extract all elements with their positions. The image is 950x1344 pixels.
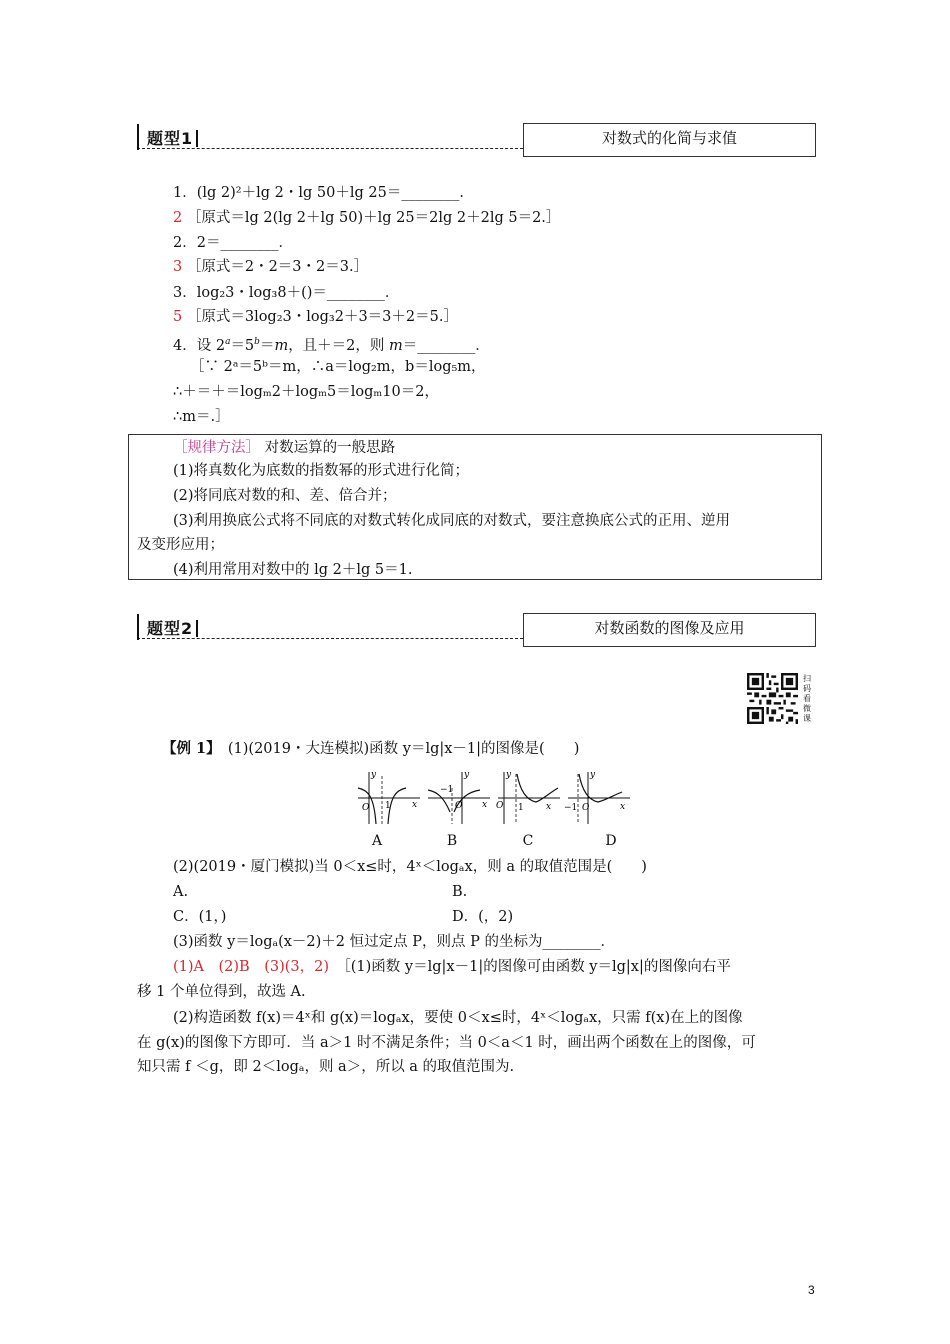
svg-text:O: O <box>362 803 370 813</box>
example-1-question-3: (3)函数 y＝logₐ(x－2)＋2 恒过定点 P，则点 P 的坐标为________． <box>173 934 615 950</box>
answer-value: 3 <box>173 259 183 275</box>
section-tag: 题型1 <box>147 126 198 149</box>
example-1-question-1: 【例 1】 (1)(2019・大连模拟)函数 y＝lg|x－1|的图像是( ) <box>162 740 580 757</box>
graph-label-b: B <box>446 833 458 849</box>
svg-text:x: x <box>412 800 418 810</box>
solution-text: ［原式＝3log₂3・log₃2＋3＝3＋2＝5.］ <box>182 309 458 325</box>
svg-text:O: O <box>582 803 590 813</box>
graph-label-c: C <box>522 833 534 849</box>
section-topic: 对数式的化简与求值 <box>523 123 816 157</box>
problem-3-answer <box>173 307 458 327</box>
svg-text:O: O <box>496 801 504 811</box>
svg-text:y: y <box>506 770 512 780</box>
graph-label-a: A <box>371 833 383 849</box>
section-header-1 <box>137 124 815 157</box>
section-tag: 题型2 <box>147 616 198 639</box>
solution-text: 知只需 f ＜g，即 2＜logₐ，则 a＞，所以 a 的取值范围为. <box>137 1059 515 1075</box>
answer-value: 5 <box>173 309 183 325</box>
section-header-2 <box>137 614 815 647</box>
rules-item: (4)利用常用对数中的 lg 2＋lg 5＝1. <box>173 562 413 578</box>
option-a: A. <box>173 884 189 900</box>
qr-code[interactable] <box>747 673 798 724</box>
problem-1-answer <box>173 208 560 228</box>
rules-item: (3)利用换底公式将不同底的对数式转化成同底的对数式，要注意换底公式的正用、逆用 <box>173 513 731 529</box>
svg-text:−1: −1 <box>564 803 578 813</box>
page-number: 3 <box>808 1283 815 1297</box>
svg-text:−1: −1 <box>440 785 454 795</box>
svg-text:x: x <box>482 800 488 810</box>
section-topic: 对数函数的图像及应用 <box>523 613 816 647</box>
solution-text: ［(1)函数 y＝lg|x－1|的图像可由函数 y＝lg|x|的图像向右平 <box>329 959 731 975</box>
answer-value: 2 <box>173 210 183 226</box>
svg-text:x: x <box>620 802 626 812</box>
example-1-answer <box>173 957 731 977</box>
option-d: D．(，2) <box>452 909 514 925</box>
solution-text: ［原式＝lg 2(lg 2＋lg 50)＋lg 25＝2lg 2＋2lg 5＝2.］ <box>182 210 561 226</box>
problem-1-question: 1．(lg 2)²＋lg 2・lg 50＋lg 25＝________． <box>173 185 474 201</box>
option-b: B. <box>452 884 468 900</box>
svg-text:1: 1 <box>518 803 524 813</box>
graph-label-d: D <box>605 833 617 849</box>
qr-caption: 扫 码 看 微 课 <box>803 674 811 723</box>
answer-values: (1)A (2)B (3)(3，2) <box>173 959 330 975</box>
problem-4-solution-3: ∴m＝.］ <box>173 409 230 425</box>
svg-text:y: y <box>464 770 470 780</box>
graph-option-a <box>354 768 424 826</box>
problem-4-question: 4．设 $2^a=5^b=m$，且＋＝2，则 m＝________． <box>173 337 490 354</box>
svg-text:x: x <box>546 802 552 812</box>
problem-2-answer <box>173 257 368 277</box>
problem-2-question: 2．2＝________． <box>173 235 293 251</box>
section-tag-bar <box>137 124 139 150</box>
svg-text:y: y <box>371 770 377 780</box>
solution-text: ［原式＝2・2＝3・2＝3.］ <box>182 259 369 275</box>
graph-option-c <box>494 768 564 826</box>
rules-item: 及变形应用； <box>137 537 224 553</box>
graph-option-b <box>424 768 494 826</box>
solution-text: 在 g(x)的图像下方即可．当 a＞1 时不满足条件；当 0＜a＜1 时，画出两个函数在上的图像，可 <box>137 1035 756 1051</box>
option-c: C．(1，) <box>173 909 227 925</box>
problem-4-solution-1: ［∵ 2ᵃ＝5ᵇ＝m，∴a＝log₂m，b＝log₅m， <box>190 359 486 375</box>
example-1-question-2: (2)(2019・厦门模拟)当 0＜x≤时，4ˣ＜logₐx，则 a 的取值范围是( ) <box>173 859 647 875</box>
rules-heading: ［规律方法］ 对数运算的一般思路 <box>173 440 396 456</box>
svg-text:1: 1 <box>385 801 391 811</box>
graph-option-d <box>564 768 634 826</box>
svg-text:y: y <box>590 770 596 780</box>
problem-4-solution-2: ∴＋＝＋＝logₘ2＋logₘ5＝logₘ10＝2， <box>173 384 439 400</box>
section-tag-bar <box>137 614 139 640</box>
rules-item: (1)将真数化为底数的指数幂的形式进行化简； <box>173 463 470 479</box>
solution-text: 移 1 个单位得到，故选 A. <box>137 984 306 1000</box>
problem-3-question: 3．log₂3・log₃8＋()＝________． <box>173 285 400 301</box>
rules-item: (2)将同底对数的和、差、倍合并； <box>173 488 397 504</box>
solution-text: (2)构造函数 f(x)＝4ˣ和 g(x)＝logₐx，要使 0＜x≤时，4ˣ＜logₐx，只需 f(x)在上的图像 <box>173 1010 743 1026</box>
svg-text:O: O <box>455 801 463 811</box>
